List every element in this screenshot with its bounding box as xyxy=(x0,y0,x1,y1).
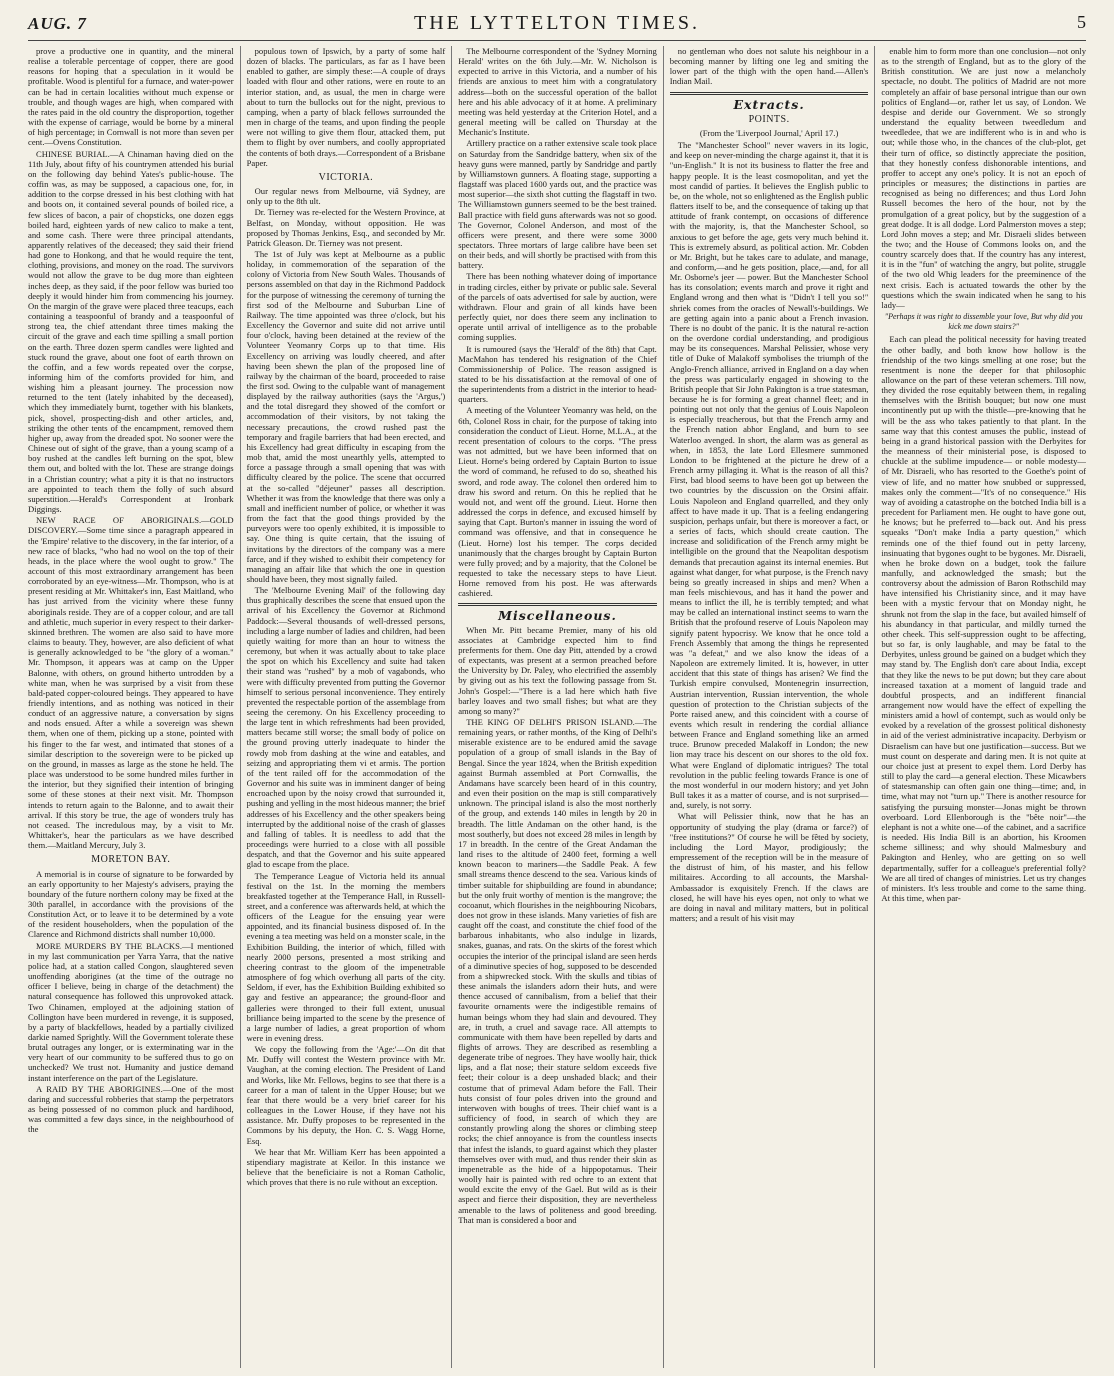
article-paragraph: The Melbourne correspondent of the 'Sydney Morning Herald' writes on the 6th July.—Mr. W. Nicholson is expected to arrive in this Victoria, and a number of his friends are anxious to meet him with a congratulatory address—both on the successful operation of the ballot here and his able advocacy of it at home. A preliminary meeting was held yesterday at the Criterion Hotel, and a general meeting will be called on Thursday at the Mechanic's Institute. xyxy=(458,46,657,138)
article-paragraph: A meeting of the Volunteer Yeomanry was held, on the 6th, Colonel Ross in chair, for the purpose of taking into consideration the conduct of Lieut. Horne, M.L.A., at the recent presentation of colours to the corps. "The press was not admitted, but we have been informed that on Lieut. Horne's being ordered by Captain Burton to issue the word of command, he refused to do so, sheathed his sword, and rode away. The colonel then ordered him to draw his sword and return. On this he replied that he would not, and went off the ground. Lieut. Horne then addressed the corps in defence, and excused himself by saying that Capt. Burton's manner in issuing the word of command was offensive, and that in consequence he (Lieut. Horne) lost his temper. The corps decided unanimously that the charges brought by Captain Burton were fully proved; and by a majority, that the Colonel be requested to take the necessary steps to have Lieut. Horne removed from his post. He was afterwards cashiered. xyxy=(458,405,657,599)
article-paragraph: Our regular news from Melbourne, viâ Sydney, are only up to the 8th ult. xyxy=(246,186,446,207)
section-divider xyxy=(670,92,869,95)
article-paragraph: We hear that Mr. William Kerr has been appointed a stipendiary magistrate at Keilor. In this instance we believe that the beneficiaire is not a Roman Catholic, which proves that there is no rule without an exception. xyxy=(246,1146,446,1188)
section-heading: MORETON BAY. xyxy=(91,854,171,866)
article-paragraph: Each can plead the political necessity for having treated the other badly, and both know how hollow is the friendship of the two kings smelling at one rose; but the resentment is none the deeper for that philosophic allowance on the part of these veteran schemers. Till now, they divided the rose equitably between them, in regaling themselves with the British bouquet; but now one must incontinently put up with the thistle—pre-knowing that he will be the ass who takes patiently to that plant. In the same way that this contest amuses the public, instead of being in a grand historical passion with the Derbyites for the meanness of their ministerial pose, is disposed to chuckle at the sublime impudence— or noble modesty— of Mr. Disraeli, who has resorted to the Goethe's point of view of life, and no matter how snubbed or suppressed, makes only the comment—"It's of no consequence." His way of avoiding a catastrophe on the botched India bill is a precedent for Parliament men. He ought to have gone out, he knows; but he preferred to—back out. And his press squeaks "Don't make India a party question," which reminds one of the thief found out in petty larceny, insinuating that bygones ought to be bygones. Mr. Disraeli, when he broke down on a budget, took the failure manfully, and acknowledged the smash; but the controversy about the admission of Baron Rothschild may have intensified his Christianity since, and it may have been with a mystic fervour that on Monday night, he shrunk not from the slap in the face, but availed himself of his abundancy in that particular, and mildly turned the other cheek. This self-suppression ought to be affecting, but so far, is only laughable, and may be fatal to the Derbyites, unless ground be gained on a budget which they may stand by. The English don't care about India, except that they like the news to be put down; but they care about increased taxation at a moment of languid trade and doubtful prospects, and an indifferent financial arrangement now would have the effect of expelling the ministers amid a howl of contempt, such as would only be evoked by a revelation of the grossest political dishonesty in aid of the veriest administrative incapacity. Derbyism or Disraelism can have but one justification—success. But we must count on desperate and daring men. It is not quite at our choice just at present to expel them. Lord Derby has still to play the card—a general election. These Micawbers of statesmanship can often gain one thing—time; and, in time, what may not "turn up." There is another resource for satisfying the pursuing monster—Jonas might be thrown overboard. Lord Ellenborough is the "bête noir"—the elephant is not a white one—of the cabinet, and a sacrifice is needed. His India Bill is an abortion, his Kroomen scheme silliness; and why should Malmesbury and Pakington and Henley, who are getting on so well departmentally, suffer for a colleague's preferential folly? We are all tired of changes of ministries. Let us try changes of ministers. It's less trouble and come to the same thing. At this time, when par- xyxy=(881,334,1086,903)
newspaper-columns xyxy=(28,46,1086,1368)
column-3 xyxy=(451,46,663,1368)
article-paragraph: populous town of Ipswich, by a party of some half dozen of blacks. The particulars, as far as I have been enabled to gather, are simply these:—A couple of drays loaded with flour and other rations, were en route to an interior station, and, as usual, the men in charge were about to turn the bullocks out for the night, previous to camping, when a party of black fellows surrounded the men in charge of the teams, and upon finding the people were not willing to give them flour, attacked them, put them to flight by over numbers, and coolly appropriated the contents of both drays.—Correspondent of a Brisbane Paper. xyxy=(246,46,446,168)
section-heading: VICTORIA. xyxy=(318,171,374,183)
article-paragraph: CHINESE BURIAL.—A Chinaman having died on the 11th July, about fifty of his countrymen attended his burial on the following day behind Yates's public-house. The coffin was, as may be supposed, a capacious one, for, in addition to the corpse dressed in his best clothing with hat and boots on, it contained several pounds of boiled rice, a few slices of bacon, a pair of chopsticks, one dozen eggs boiled hard, eighteen yards of new calico to make a tent, and some cash. There were three principal attendants, apparently relatives of the deceased; they said their friend had gone to Honkong, and that he would require the tent, clothing, provisions, and money on the road. The survivors would not allow the grave to be dug more than eighteen inches deep, as they said, if the poor fellow was buried too deeply it would hinder him from commencing his journey. On the margin of the grave were placed three teacups, each containing a teaspoonful of brandy and a teaspoonful of strong tea, the chief attendant three times making the circuit of the grave and each time spilling a small portion on the earth. Three dozen sperm candles were lighted and stuck round the grave, about one foot of earth thrown on the coffin, and a few words repeated over the corpse, informing him of the comforts provided for him, and wishing him a pleasant journey. The procession now returned to the tent (lately inhabited by the deceased), which they immediately burnt, together with his blankets, pick, shovel, prospecting-dish and other articles, and, striking the other tents of the encampment, removed them higher up, away from the dreaded spot. No sooner were the Chinese out of sight of the grave, than a young scamp of a boy rushed at the candles left burning on the spot, blew them out, and bolted with the lot. These are strange doings in a Christian country; what a pity it is that no instructors are appointed to teach them the folly of such absurd superstition.—Herald's Correspondent at Ironbark Diggings. xyxy=(28,148,234,515)
article-paragraph: Dr. Tierney was re-elected for the Western Province, at Belfast, on Monday, without opposition. He was proposed by Thomas Jenkins, Esq., and seconded by Mr. Patrick Gleason. Dr. Tierney was not present. xyxy=(246,207,446,248)
article-paragraph: NEW RACE OF ABORIGINALS.—GOLD DISCOVERY.—Some time since a paragraph appeared in the 'Empire' relative to the discovery, in the far interior, of a new race of blacks, "who had no wool on the top of their heads, in the place where the wool ought to grow." The account of this most extraordinary arrangement has been corroborated by an eye-witness—Mr. Thompson, who is at present residing at Mr. Whittaker's inn, East Maitland, who has just arrived from the vicinity where these funny aboriginals reside. They are of a copper colour, and are tall and athletic, much superior in every respect to their darker-skinned brethren. The women are also said to have more claims to beauty. They, however, are also deficient of what is generally acknowledged to be "the glory of a woman." Mr. Thompson, it appears was at camp on the Upper Balonne, with others, on ground hitherto untrodden by a white man, when he was surprised by a visit from these bald-pated copper-coloured beings. They appeared to have friendly intentions, and as nothing was noticed in their conduct of an aggressive nature, a conversation by signs and nods ensued. After a while a sovereign was shewn them, when one of them, picking up a stone, pointed with his finger to the far west, and intimated that stones of a similar description to the sovereign were to be picked up on the ground, in masses as large as the stone he held. The place was understood to be some hundred miles further in the interior, but they signified their intention of bringing some of these stones at their next visit. Mr. Thompson intends to return again to the Balonne, and to await their arrival. If this story be true, the age of wonders truly has not ceased. The incredulous may, by a visit to Mr. Whittaker's, hear the particulars as we have described them.—Maitland Mercury, July 3. xyxy=(28,515,234,851)
article-paragraph: prove a productive one in quantity, and the mineral realise a tolerable percentage of copper, there are good reasons for hoping that a speculation in it would be profitable. Wood is plentiful for a furnace, and water-power can be had in certain localities without much expense or trouble, and though wages are high, when compared with the rates paid in the old country the disproportion, together with the expense of carriage, would be borne by a mineral of high percentage; in Cornwall is not more than seven per cent.—Ovens Constitution. xyxy=(28,46,234,148)
article-paragraph: The 'Melbourne Evening Mail' of the following day thus graphically describes the scene that ensued upon the arrival of his Excellency the Governor at Richmond Paddock:—Several thousands of well-dressed persons, including a large number of ladies and children, had been quietly waiting for more than an hour to witness the ceremony, but when it was actually about to take place the spot on which his Excellency and suite had taken their stand was "rushed" by a mob of vagabonds, who were with difficulty prevented from putting the Governor himself to serious personal inconvenience. They entirely prevented the respectable portion of the assemblage from seeing the ceremony. On his Excellency proceeding to the large tent in which refreshments had been provided, matters became still worse; the small body of police on the ground proving utterly inadequate to hinder the rowdy mob from dashing at the wine and eatables, and seizing and appropriating them vi et armis. The portion of the tent railed off for the accommodation of the Governor and his suite was in imminent danger of being encroached upon by the noisy crowd that surrounded it, pushing and yelling in the most hideous manner; the brief addresses of his Excellency and the other speakers being interrupted by the additional noise of the crash of glasses and falling of tables. It is needless to add that the proceedings were hurried to a close with all possible despatch, and that the Governor and his suite appeared glad to escape from the place. xyxy=(246,585,446,870)
column-2 xyxy=(240,46,452,1368)
header-rule xyxy=(28,40,1086,41)
page-header xyxy=(28,6,1086,40)
newspaper-title: THE LYTTELTON TIMES. xyxy=(414,12,700,34)
verse-quote: "Perhaps it was right to dissemble your love, But why did you kick me down stairs?" xyxy=(884,312,1083,332)
column-1 xyxy=(28,46,240,1368)
article-paragraph: The Temperance League of Victoria held its annual festival on the 1st. In the morning the members breakfasted together at the Temperance Hall, in Russell-street, and a conference was afterwards held, at which the officers of the League for the ensuing year were appointed, and its financial business disposed of. In the evening a tea meeting was held on a monster scale, in the Exhibition Building, the interior of which, filled with nearly 2000 persons, presented a most striking and cheering contrast to the gloom of the impenetrable atmosphere of fog which overhung all parts of the city. Seldom, if ever, has the Exhibition Building exhibited so gay and festive an appearance; the ground-floor and galleries were thronged to their full extent, unusual brilliance being imparted to the scene by the presence of a large number of ladies, a great proportion of whom were in evening dress. xyxy=(246,870,446,1043)
article-paragraph: When Mr. Pitt became Premier, many of his old associates at Cambridge expected him to find preferments for them. One day Pitt, attended by a crowd of expectants, was present at a sermon preached before the University by Dr. Paley, who electrified the assembly by giving out as his text the following passage from St. John's Gospel:—"There is a lad here which hath five barley loaves and two small fishes; but what are they among so many?" xyxy=(458,624,657,716)
article-paragraph: There has been nothing whatever doing of importance in trading circles, either by private or public sale. Several of the parcels of oats advertised for sale by auction, were withdrawn. Flour and grain of all kinds have been perfectly quiet, nor does there seem any inclination to operate until arrival of intelligence as to the probable coming supplies. xyxy=(458,271,657,343)
page-number: 5 xyxy=(1077,12,1086,32)
article-paragraph: The "Manchester School" never wavers in its logic, and keep on never-minding the charge against it, that it is "un-English." It is not its business to flatter the free and happy people. It is the least cosmopolitan, and yet the most candid of parties. It believes the English public to be, on the whole, not so enlightened as the English public flatters itself to be, and the consequence of taking up that attitude of frank contempt, on occasions of difference with the majority, is, that the Manchester School, so anxious to get before the age, gets very much behind it. This is extremely absurd, as political action. Mr. Cobden or Mr. Bright, but he takes care to adulate, and manage, and conform,—and he gets position, place,—and, for all Mr. Osborne's jeer — power. But the Manchester School has its consolation; events march and prove it right and England wrong and then what is "Didn't I tell you so!" shriek comes from the oracles of Newall's-buildings. We are getting again into a panic about a French invasion. There is no doubt of the panic. It is the natural re-action on the overdone cordial understanding, and prodigious may be its consequences. Marshal Pelissier, whose very title of Duke of Malakoff symbolises the triumph of the Anglo-French alliance, arrived in England on a day when the press was particularly engaged in showing to the British people that Sir John Pakington is a true statesman, because he is for forming a great channel fleet; and in pointing out not only that the genius of Louis Napoleon is especially treacherous, but that the French army and the French nation abhor England, and burn to see Waterloo avenged. In short, the alarm was as general as when, in 1853, the late Lord Ellesmere summoned London to be frightened at the picture he drew of a French army pillaging it. What is the reason of all this? First, bad blood seems to have been got up between the two countries by the discussion on the Orsini affair. Louis Napoleon and England quarrelled, and they only affect to have made it up. That is a feeling endangering suspicion, perhaps unfair, but there is moreover a fact, or a series of facts, which should create caution. The increase and solidification of the French army might be intelligible on the ground that the Neapolitan despotism demands that precaution against its internal enemies. But against what danger, for what purpose, is the French navy being so greatly increased in ships and men? When a man feels mischievous, and has it hand the power and means to inflict the ill, he is terribly tempted; and what may be called an international instinct seems to warn the British that the profound reserve of Louis Napoleon may signify patent hypocrisy. We know that he once told a French Assembly that among the things he represented was "a defeat," and we also know the ideas of a Napoleon are extremely limited. It is, however, in utter accident that this state of things has arisen? We find the Turkish empire convulsed, Montenegrin insurrection, Austrian intervention, Russian intervention, the whole question of protection to the Christian subjects of the Porte raised anew, and this coincident with a course of events which result in rendering the cordial alliance between France and England something like an armed truce. Brunow preceded Malakoff in London; the new lion may trace his descent on our shores to the old fox. What were England of diplomatic intrigues? The total revolution in the public feeling towards France is one of the most wonderful in our modern history; and yet John Bull takes it as a matter of course, and is not surprised—and, surely, is not sorry. xyxy=(669,140,869,811)
article-paragraph: THE KING OF DELHI'S PRISON ISLAND.—The remaining years, or rather months, of the King of Delhi's miserable existence are to be endured amid the savage population of a group of small islands in the Bay of Bengal. Since the year 1824, when the British expedition against Burmah assembled at Port Cornwallis, the Andamans have scarcely been heard of in this country, and even their position on the map is still comparatively unknown. The principal island is also the most northerly of the group, and extends 140 miles in length by 20 in breadth. The little Andaman on the other hand, is the most southerly, but does not exceed 28 miles in length by 17 in breadth. In the centre of the Great Andaman the land rises to the altitude of 2400 feet, forming a well known beacon to mariners—the Saddle Peak. A few small streams thence descend to the sea. Various kinds of timber suitable for shipbuilding are found in abundance; but the only fruit worthy of mention is the mangrove; the cocoanut, which flourishes in the neighbouring Nicobars, does not grow in these islands. Many varieties of fish are caught off the coast, and constitute the chief food of the barbarous inhabitants, who also indulge in lizards, snakes, guanas, and rats. On the skirts of the forest which occupies the interior of the principal island are seen herds of a diminutive species of hog, supposed to be descended from a shipwrecked stock. With the skulls and tibias of these animals the islanders adorn their huts, and were thence accused of cannibalism, from a belief that their favourite ornaments were the indigestible remains of human beings whom they had slain and devoured. They are, in truth, a cruel and savage race. All attempts to communicate with them have been repelled by darts and flights of arrows. They are described as resembling a degenerate tribe of negroes. They have woolly hair, thick lips, and a flat nose; their stature seldom exceeds five feet; their colour is a deep unshaded black; and their costume that of primeval Adam before the Fall. Their huts consist of four poles driven into the ground and interwoven with boughs of trees. Their chief want is a sufficiency of food, in search of which they are constantly prowling along the shores or climbing steep rocks; the chief annoyance is from the countless insects that infest the islands, to guard against which they plaster themselves over with mud, and thus render their skin as impenetrable as the hide of a hippopotamus. Their woolly hair is painted with red ochre to an extent that would excite the envy of the Gael. But wild as is their aspect and fierce their disposition, they are nevertheless amenable to the laws of politeness and good breeding. That man is considered a boor and xyxy=(458,717,657,1225)
issue-date: AUG. 7 xyxy=(28,14,87,33)
column-4 xyxy=(663,46,875,1368)
article-paragraph: What will Pelissier think, now that he has an opportunity of studying the play (drama or farce?) of "free institutions?" Of course he will be fêted by society, including the Lord Mayor, prodigiously; the empressement of the reception will be in the measure of the distrust of him, of his master, and his fellow militaires. According to all accounts, the Marshal-Ambassador is exquisitely French. If the claws are closed, he will have his eyes open, not only to what we are doing in naval and military matters, but in political matters; and a result of his visit may xyxy=(669,811,869,923)
section-heading: Miscellaneous. xyxy=(498,608,617,624)
article-paragraph: A RAID BY THE ABORIGINES.—One of the most daring and successful robberies that stamp the perpetrators as being possessed of no common pluck and hardihood, was committed a few days since, in the neighbourhood of the xyxy=(28,1083,234,1135)
article-paragraph: Artillery practice on a rather extensive scale took place on Saturday from the Sandridge battery, when six of the heavy guns were manned, partly by Sandridge and partly by Williamstown gunners. A floating stage, supporting a flagstaff was placed 1600 yards out, and the practice was most superior—the sixth shot cutting the flagstaff in two. The Williamstown gunners seemed to be the best trained. Ball practice with field guns afterwards was not so good. The Governor, Colonel Anderson, and most of the officers were present, and there were some 3000 spectators. Three mortars of large calibre have been set on their beds, and will shortly be practised with from this battery. xyxy=(458,138,657,271)
column-5 xyxy=(874,46,1086,1368)
section-heading: Extracts. xyxy=(733,96,805,112)
section-heading: POINTS. xyxy=(748,113,790,125)
article-paragraph: A memorial is in course of signature to be forwarded by an early opportunity to her Majesty's advisers, praying the boundary of the future northern colony may be fixed at the 30th parallel, in accordance with the provisions of the Constitution Act, or to leave it to be determined by a vote of the resident householders, when the population of the Clarence and Richmond districts shall number 10,000. xyxy=(28,868,234,940)
article-paragraph: MORE MURDERS BY THE BLACKS.—I mentioned in my last communication per Yarra Yarra, that the native police had, at a station called Congon, slaughtered seven unoffending aborigines (at the time of the outrage no officer I believe, being in charge of the detachment) the natural consequence has followed this unprovoked attack. Two Chinamen, employed at the adjoining station of Collington have been murdered in revenge, it is supposed, by a party of blackfellows, headed by a partially civilized darkie named Sprightly. Will the Government tolerate these brutal outrages any longer, or is exterminating war in the very heart of our community to be suffered thus to go on unchecked? We trust not. Humanity and justice demand instant interference on the part of the Legislature. xyxy=(28,940,234,1083)
article-paragraph: The 1st of July was kept at Melbourne as a public holiday, in commemoration of the separation of the colony of Victoria from New South Wales. Thousands of persons assembled on that day in the Richmond Paddock for the purpose of witnessing the ceremony of turning the first sod of the Melbourne and Suburban Line of Railway. The time appointed was three o'clock, but his Excellency the Governor and suite did not arrive until four o'clock, having been detained at the review of the Volunteer Yeomanry Corps up to that time. His Excellency on arriving was loudly cheered, and after having been shewn the plan of the proposed line of railway by the chairman of the board, proceeded to raise the first sod. Owing to the culpable want of management displayed by the railway authorities (says the 'Argus,') and the total disregard they showed of the comfort or accommodation of their visitors, by not taking the necessary precautions, the crowd rushed past the temporary and fragile barriers that had been erected, and his Excellency had great difficulty in escaping from the mob that, amid the most unearthly yells, attempted to force a passage through a small opening that was with difficulty cleared by the police. The scene that occurred at the so-called "déjeuner" passes all description. Whether it was from the knowledge that there was only a small and inefficient number of police, or whether it was from the fact that the good things provided by the purveyors were too openly exhibited, it is impossible to say. One thing is quite certain, that the issuing of invitations by the directors of the company was a mere farce, and if they wished to exhibit their competency for managing an affair like that which the one in question should have been, they most signally failed. xyxy=(246,248,446,584)
article-paragraph: enable him to form more than one conclusion—not only as to the strength of England, but as to the glory of the British constitution. We are just now a melancholy spectacle, no doubt. The politics of Madrid are not more completely an affair of base personal intrigue than our own politics of England—or, rather let us say, of London. We despise and deride our Government. We so strongly understand the equality between tweedledum and tweedledee, that we are indifferent who is in and who is out; while those who, in the chances of the club-plot, get their turn of office, so distinctly appreciate the position, that they honestly confess dishonorable intentions, and proffer to accept any one's policy. It is not an epoch of principles or measures; the distinctions in parties are recognised as being no differences; and thus Lord John Russell becomes the hero of the hour, not by the promulgation of a great policy, but by the suggestion of a great dodge. It is all dodge. Lord Palmerston moves a step; Lord John moves a step; and Mr. Disraeli slides between the two; and the House of Commons looks on, and the country scarcely does that. If the country has any interest, it is in the "fun" of watching the angry, but polite, struggle of the two old Whig leaders for the preeminence of the next crisis. Each is actuated towards the other by the questions which the swain indicated when he sang to his lady— xyxy=(881,46,1086,310)
source-note: (From the 'Liverpool Journal,' April 17.) xyxy=(699,127,839,138)
article-paragraph: We copy the following from the 'Age:'—On dit that Mr. Duffy will contest the Western province with Mr. Vaughan, at the coming election. The President of Land and Works, like Mr. Fellows, begins to see that there is a career for a man of talent in the Upper House; but we fear that there would be a very brief career for his colleagues in the Lower House, if they have not his assistance. Mr. Duffy proposes to be represented in the Commons by his deputy, the Hon. C. S. Wagg Horne, Esq. xyxy=(246,1044,446,1146)
section-divider xyxy=(458,603,657,606)
article-paragraph: It is rumoured (says the 'Herald' of the 8th) that Capt. MacMahon has tendered his resignation of the Chief Commissionership of Police. The reason assigned is stated to be his dissatisfaction at the removal of one of the superintendents from a district in the interior to head-quarters. xyxy=(458,343,657,405)
article-paragraph: no gentleman who does not salute his neighbour in a becoming manner by lifting one leg and smiting the lower part of the thigh with the open hand.—Allen's Indian Mail. xyxy=(669,46,869,87)
